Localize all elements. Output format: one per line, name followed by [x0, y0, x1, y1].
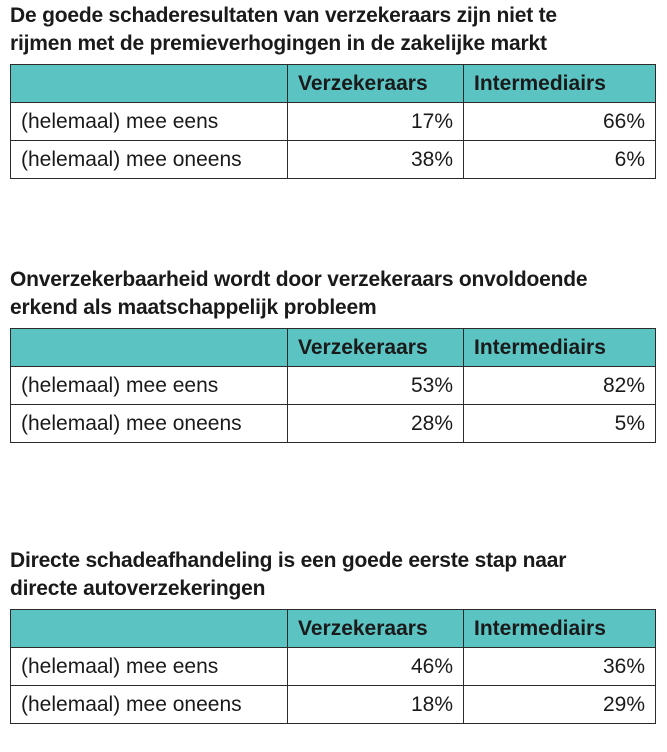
header-label-cell	[11, 329, 288, 367]
value-intermediairs: 6%	[464, 141, 656, 179]
section-title-line-2: directe autoverzekeringen	[10, 577, 266, 600]
section-title-line-2: erkend als maatschappelijk probleem	[10, 296, 377, 319]
header-intermediairs: Intermediairs	[464, 329, 656, 367]
header-intermediairs: Intermediairs	[464, 65, 656, 103]
header-label-cell	[11, 65, 288, 103]
value-intermediairs: 36%	[464, 648, 656, 686]
value-verzekeraars: 38%	[288, 141, 464, 179]
table-row	[11, 367, 656, 405]
table-header-row	[11, 610, 656, 648]
value-intermediairs: 5%	[464, 405, 656, 443]
table-row	[11, 686, 656, 724]
section-title	[10, 547, 655, 603]
survey-section-3	[10, 547, 655, 724]
value-verzekeraars: 46%	[288, 648, 464, 686]
row-label: (helemaal) mee oneens	[11, 405, 288, 443]
row-label: (helemaal) mee eens	[11, 367, 288, 405]
row-label: (helemaal) mee eens	[11, 103, 288, 141]
header-verzekeraars: Verzekeraars	[288, 329, 464, 367]
value-verzekeraars: 17%	[288, 103, 464, 141]
section-title-line-1: Directe schadeafhandeling is een goede eerste stap naar	[10, 549, 567, 572]
value-verzekeraars: 28%	[288, 405, 464, 443]
table-header-row	[11, 329, 656, 367]
section-title	[10, 2, 655, 58]
section-title	[10, 266, 655, 322]
table-header-row	[11, 65, 656, 103]
value-intermediairs: 82%	[464, 367, 656, 405]
value-intermediairs: 29%	[464, 686, 656, 724]
section-title-line-1: Onverzekerbaarheid wordt door verzekeraars onvoldoende	[10, 268, 588, 291]
table-row	[11, 103, 656, 141]
value-verzekeraars: 18%	[288, 686, 464, 724]
survey-table	[10, 609, 656, 724]
survey-table	[10, 64, 656, 179]
header-verzekeraars: Verzekeraars	[288, 610, 464, 648]
value-intermediairs: 66%	[464, 103, 656, 141]
row-label: (helemaal) mee oneens	[11, 141, 288, 179]
header-intermediairs: Intermediairs	[464, 610, 656, 648]
header-verzekeraars: Verzekeraars	[288, 65, 464, 103]
header-label-cell	[11, 610, 288, 648]
table-row	[11, 648, 656, 686]
survey-table	[10, 328, 656, 443]
section-title-line-1: De goede schaderesultaten van verzekeraars zijn niet te	[10, 4, 557, 27]
survey-section-2	[10, 266, 655, 443]
value-verzekeraars: 53%	[288, 367, 464, 405]
table-row	[11, 141, 656, 179]
survey-section-1	[10, 2, 655, 179]
table-row	[11, 405, 656, 443]
section-title-line-2: rijmen met de premieverhogingen in de zakelijke markt	[10, 32, 547, 55]
row-label: (helemaal) mee eens	[11, 648, 288, 686]
row-label: (helemaal) mee oneens	[11, 686, 288, 724]
